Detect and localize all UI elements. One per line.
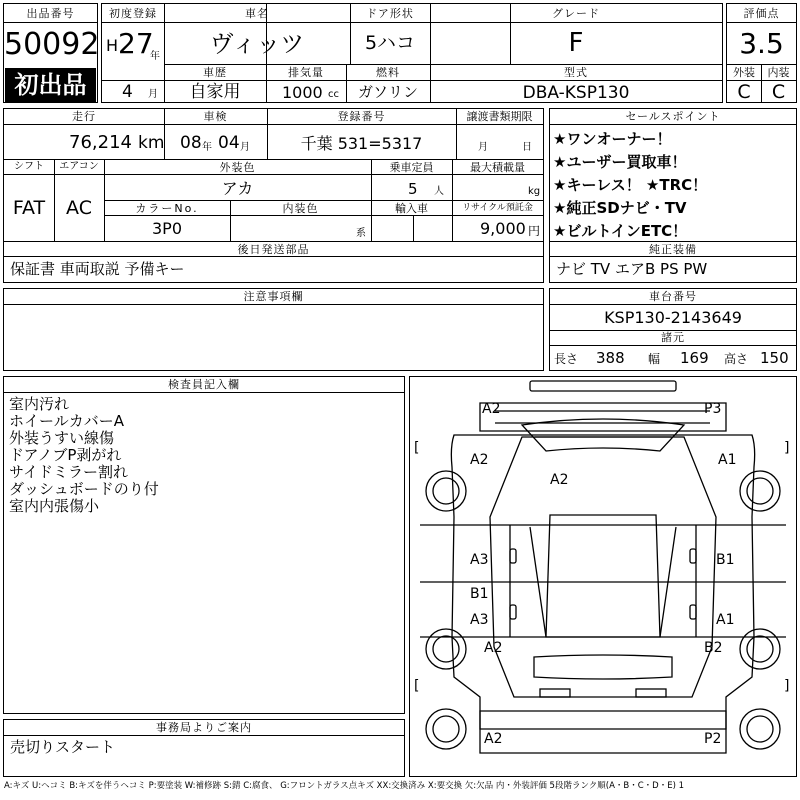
bracket-right-rear: ] [784, 678, 790, 694]
height-value: 150 [760, 349, 789, 367]
mark-fender-right: A1 [718, 452, 737, 468]
sales-points-label: セールスポイント [625, 110, 721, 123]
capacity-value: 5 [408, 180, 418, 198]
history-label: 車歴 [203, 66, 227, 79]
inspector-note: 室内内張傷小 [9, 497, 100, 515]
displacement-value: 1000 [282, 83, 323, 102]
score-value: 3.5 [739, 27, 784, 60]
reg-year-unit: 年 [150, 51, 160, 62]
wheel-rr [740, 629, 780, 669]
grade-label: グレード [552, 7, 600, 20]
wheel-fl [426, 471, 466, 511]
chassis-value: KSP130-2143649 [604, 308, 742, 327]
displacement-unit: cc [328, 89, 339, 100]
bracket-right-front: ] [784, 440, 790, 456]
ac-value: AC [66, 197, 92, 219]
equipment-value: ナビ TV エアB PS PW [556, 260, 708, 278]
reg-label: 初度登録 [109, 7, 157, 20]
lot-label: 出品番号 [26, 7, 75, 20]
interior-color-unit: 系 [356, 228, 366, 239]
inspector-box [3, 376, 405, 714]
fuel-label: 燃料 [376, 66, 400, 79]
name-label: 車名 [245, 7, 269, 20]
chassis-box [549, 288, 797, 371]
mark-rear-left: A2 [484, 731, 503, 747]
plate-label: 登録番号 [337, 110, 386, 123]
transfer-day-unit: 日 [522, 142, 532, 153]
caution-label: 注意事項欄 [243, 290, 304, 303]
sales-point-item: ★純正SDナビ・TV [553, 199, 687, 217]
transfer-label: 譲渡書類期限 [466, 110, 533, 123]
sales-point-item: ★ワンオーナー！ [553, 130, 672, 148]
load-unit: kg [528, 186, 541, 197]
office-box [3, 719, 405, 777]
color-value: アカ [221, 179, 254, 198]
inspector-note: ダッシュボードのり付 [9, 480, 159, 498]
model-value: DBA-KSP130 [522, 83, 630, 103]
height-label: 高さ [724, 352, 749, 366]
inspector-note: ホイールカバーA [9, 412, 124, 430]
door-label: ドア形状 [366, 7, 414, 20]
front-bar [530, 381, 676, 391]
sales-points-list [553, 128, 707, 243]
inspector-notes [9, 396, 159, 515]
ac-label: エアコン [59, 161, 99, 172]
sales-point-item: ★ユーザー買取車！ [553, 153, 687, 171]
model-label: 型式 [564, 66, 588, 79]
sales-points-box [549, 108, 797, 283]
grade-value: F [568, 28, 584, 58]
mark-quarter-left: A2 [484, 640, 503, 656]
inspector-note: 室内汚れ [9, 395, 70, 413]
mark-front-door-right: B1 [716, 552, 735, 568]
chassis-label: 車台番号 [649, 290, 697, 303]
displacement-label: 排気量 [288, 66, 324, 79]
width-label: 幅 [648, 352, 661, 366]
recycle-unit: 円 [528, 224, 541, 238]
door-type: 5ハコ [364, 32, 416, 54]
inspection-label: 車検 [203, 110, 228, 123]
first-listing-badge [5, 68, 96, 102]
shift-label: シフト [14, 161, 44, 172]
reg-month-unit: 月 [148, 89, 158, 100]
exterior-grade: C [737, 81, 751, 103]
interior-grade: C [771, 81, 786, 103]
recycle-label: リサイクル預託金 [462, 203, 533, 213]
transfer-month-unit: 月 [478, 142, 488, 153]
import-label: 輸入車 [395, 202, 428, 215]
vehicle-info-box [101, 3, 723, 103]
wheel-rl [426, 629, 466, 669]
rear-bumper [480, 711, 726, 753]
mileage-value: 76,214 [69, 132, 132, 153]
mark-rear-door-left: A3 [470, 612, 489, 628]
score-label: 評価点 [743, 7, 780, 20]
dims-label: 諸元 [661, 331, 685, 344]
inspector-note: 外装うすい線傷 [9, 429, 115, 447]
wheel-spare [426, 709, 466, 749]
car-diagram [409, 376, 797, 777]
inspector-note: ドアノブP剥がれ [9, 446, 122, 464]
color-no-value: 3P0 [151, 219, 182, 238]
cabin [490, 437, 716, 697]
length-value: 388 [596, 349, 625, 367]
mark-rear-right: P2 [704, 731, 722, 747]
plate-value: 千葉 531=5317 [300, 134, 423, 153]
equipment-label: 純正装備 [649, 243, 697, 256]
mileage-label: 走行 [72, 110, 96, 123]
details-box [3, 108, 544, 283]
exterior-label: 外装 [733, 66, 755, 79]
mark-rocker-left: B1 [470, 586, 489, 602]
later-parts-value: 保証書 車両取説 予備キー [10, 260, 185, 278]
capacity-unit: 人 [434, 186, 444, 197]
rear-window [534, 655, 672, 679]
interior-label: 内装 [767, 66, 790, 79]
lot-box [3, 3, 98, 103]
bracket-left-rear: [ [414, 678, 420, 694]
inspector-note: サイドミラー割れ [9, 463, 128, 481]
mark-hood: A2 [550, 472, 569, 488]
interior-color-label: 内装色 [282, 202, 319, 215]
shift-value: FAT [12, 197, 46, 219]
front-bumper [480, 403, 726, 431]
mark-front-left: A2 [482, 401, 501, 417]
inspection-month-unit: 月 [240, 142, 250, 153]
score-box [726, 3, 797, 103]
caution-box [3, 288, 544, 371]
reg-era: H [106, 36, 119, 55]
reg-year: 27 [118, 27, 154, 60]
office-value: 売切りスタート [10, 738, 116, 756]
width-value: 169 [680, 349, 709, 367]
mark-quarter-right: B2 [704, 640, 723, 656]
capacity-label: 乗車定員 [389, 161, 434, 174]
mark-fender-left: A2 [470, 452, 489, 468]
sales-point-item: ★ビルトインETC！ [553, 222, 688, 240]
history-value: 自家用 [189, 82, 241, 102]
later-parts-label: 後日発送部品 [237, 243, 310, 256]
inspector-label: 検査員記入欄 [168, 378, 240, 391]
load-label: 最大積載量 [470, 161, 525, 174]
inspection-year: 08 [180, 133, 202, 153]
mark-front-door-left: A3 [470, 552, 489, 568]
lot-number: 50092 [4, 27, 100, 62]
car-outline-svg [410, 377, 796, 776]
mileage-unit: km [138, 133, 165, 153]
bracket-left-front: [ [414, 440, 420, 456]
mark-front-right: P3 [704, 401, 722, 417]
legend-footer: A:キズ U:ヘコミ B:キズを伴うヘコミ P:要塗装 W:補修跡 S:錆 C:腐食、 G:フロントガラス点キズ XX:交換済み X:要交換 欠:欠品 内・外装評価 5段階ランク順(A・B・C・D・E) 1 [4, 781, 685, 791]
inspection-year-unit: 年 [202, 142, 212, 153]
fuel-value: ガソリン [357, 83, 418, 101]
vehicle-name: ヴィッツ [209, 30, 305, 58]
wheel-fr [740, 471, 780, 511]
inspection-month: 04 [218, 133, 240, 153]
recycle-value: 9,000 [480, 219, 526, 238]
reg-month: 4 [122, 82, 133, 102]
first-listing-label: 初出品 [14, 71, 87, 99]
color-label: 外装色 [219, 161, 256, 174]
length-label: 長さ [554, 352, 579, 366]
color-no-label: カラーNo. [135, 202, 199, 215]
sales-point-item: ★キーレス！ ★TRC！ [553, 176, 708, 194]
mark-rear-door-right: A1 [716, 612, 735, 628]
office-label: 事務局よりご案内 [156, 721, 252, 734]
